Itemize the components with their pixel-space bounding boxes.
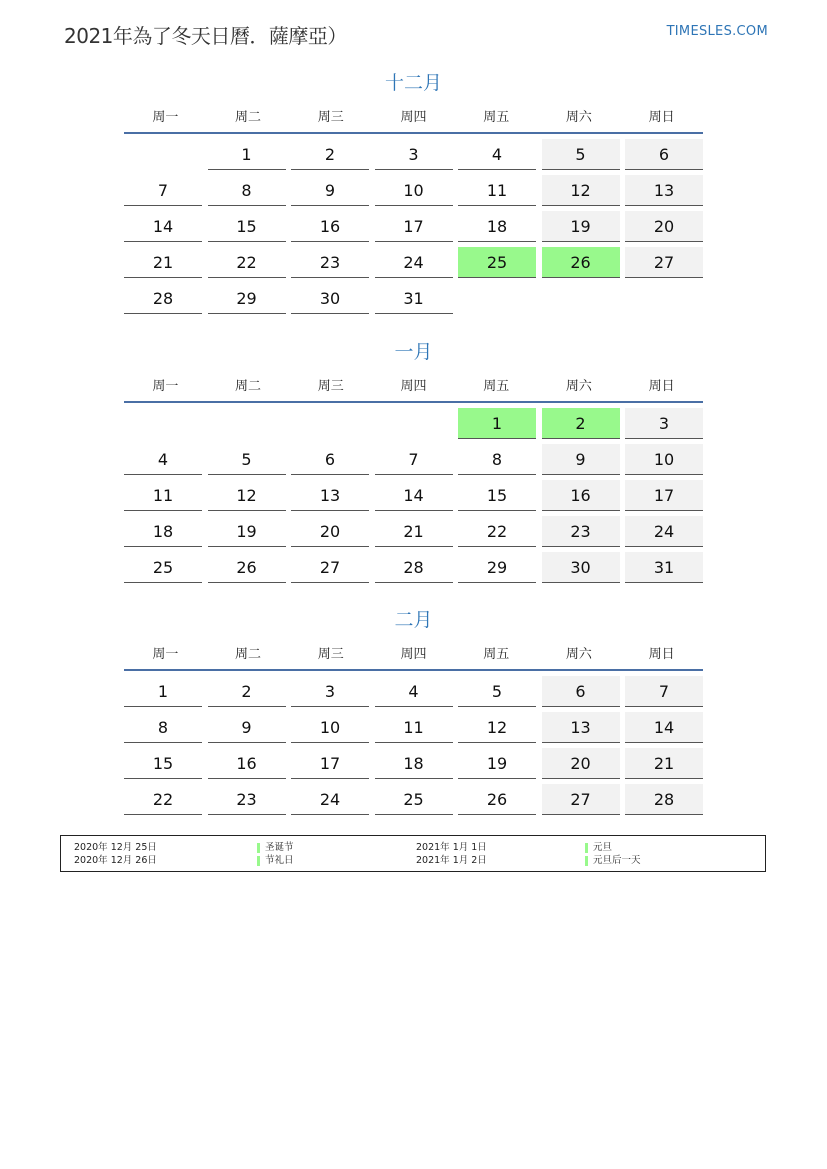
weekday-label: 周四 — [400, 646, 427, 662]
day-cell[interactable]: 26 — [458, 784, 536, 815]
weekday-label: 周六 — [565, 378, 592, 394]
day-cell[interactable]: 22 — [208, 247, 286, 278]
day-cell[interactable]: 12 — [458, 712, 536, 743]
day-cell[interactable]: 10 — [375, 175, 453, 206]
day-cell[interactable]: 28 — [375, 552, 453, 583]
legend-date: 2021年 1月 2日 — [416, 855, 487, 866]
day-cell[interactable]: 25 — [375, 784, 453, 815]
holiday-legend — [60, 835, 766, 872]
day-cell[interactable]: 30 — [542, 552, 620, 583]
weekday-label: 周二 — [235, 109, 262, 125]
empty-day-cell — [291, 408, 369, 439]
day-cell[interactable]: 12 — [208, 480, 286, 511]
month-january — [124, 337, 703, 588]
day-cell[interactable]: 2 — [291, 139, 369, 170]
empty-day-cell — [124, 139, 202, 170]
day-cell[interactable]: 29 — [208, 283, 286, 314]
day-cell[interactable]: 10 — [291, 712, 369, 743]
weekday-label: 周五 — [483, 109, 510, 125]
day-cell[interactable]: 25 — [458, 247, 536, 278]
day-cell[interactable]: 6 — [625, 139, 703, 170]
weekday-header — [124, 98, 703, 134]
day-cell[interactable]: 1 — [208, 139, 286, 170]
day-cell[interactable]: 4 — [458, 139, 536, 170]
day-grid — [124, 676, 703, 820]
day-cell[interactable]: 18 — [458, 211, 536, 242]
weekday-label: 周日 — [648, 646, 675, 662]
legend-holiday-label: 节礼日 — [265, 855, 294, 866]
weekday-header — [124, 367, 703, 403]
day-cell[interactable]: 11 — [458, 175, 536, 206]
day-cell[interactable]: 2 — [542, 408, 620, 439]
day-cell[interactable]: 15 — [124, 748, 202, 779]
day-cell[interactable]: 4 — [375, 676, 453, 707]
weekday-label: 周五 — [483, 378, 510, 394]
day-cell[interactable]: 3 — [291, 676, 369, 707]
empty-day-cell — [208, 408, 286, 439]
day-cell[interactable]: 17 — [291, 748, 369, 779]
weekday-label: 周三 — [317, 378, 344, 394]
legend-holiday-name — [257, 842, 294, 854]
brand-link[interactable]: TIMESLES.COM — [666, 24, 768, 39]
empty-day-cell — [124, 408, 202, 439]
day-cell[interactable]: 24 — [375, 247, 453, 278]
day-cell[interactable]: 26 — [542, 247, 620, 278]
day-cell[interactable]: 26 — [208, 552, 286, 583]
day-grid — [124, 408, 703, 588]
day-cell[interactable]: 15 — [458, 480, 536, 511]
day-cell[interactable]: 23 — [542, 516, 620, 547]
day-cell[interactable]: 31 — [625, 552, 703, 583]
weekday-label: 周五 — [483, 646, 510, 662]
weekday-label: 周一 — [152, 109, 179, 125]
day-cell[interactable]: 27 — [542, 784, 620, 815]
month-title: 十二月 — [384, 72, 442, 94]
day-cell[interactable]: 27 — [625, 247, 703, 278]
day-cell[interactable]: 7 — [124, 175, 202, 206]
day-grid — [124, 139, 703, 319]
day-cell[interactable]: 20 — [291, 516, 369, 547]
day-cell[interactable]: 20 — [625, 211, 703, 242]
day-cell[interactable]: 13 — [291, 480, 369, 511]
day-cell[interactable]: 8 — [208, 175, 286, 206]
legend-holiday-label: 元旦后一天 — [593, 855, 641, 866]
legend-date: 2020年 12月 25日 — [74, 842, 157, 853]
day-cell[interactable]: 17 — [625, 480, 703, 511]
day-cell[interactable]: 21 — [375, 516, 453, 547]
legend-holiday-name — [257, 855, 294, 867]
day-cell[interactable]: 12 — [542, 175, 620, 206]
day-cell[interactable]: 16 — [291, 211, 369, 242]
day-cell[interactable]: 14 — [375, 480, 453, 511]
day-cell[interactable]: 31 — [375, 283, 453, 314]
empty-day-cell — [375, 408, 453, 439]
day-cell[interactable]: 22 — [124, 784, 202, 815]
legend-holiday-label: 元旦 — [593, 842, 613, 853]
day-cell[interactable]: 27 — [291, 552, 369, 583]
weekday-label: 周四 — [400, 109, 427, 125]
day-cell[interactable]: 11 — [375, 712, 453, 743]
weekday-label: 周三 — [317, 109, 344, 125]
day-cell[interactable]: 19 — [458, 748, 536, 779]
page-title: 2021年為了冬天日曆．薩摩亞） — [64, 24, 347, 48]
day-cell[interactable]: 20 — [542, 748, 620, 779]
day-cell[interactable]: 19 — [208, 516, 286, 547]
weekday-label: 周日 — [648, 109, 675, 125]
day-cell[interactable]: 1 — [124, 676, 202, 707]
legend-holiday-name — [585, 855, 641, 867]
day-cell[interactable]: 18 — [124, 516, 202, 547]
month-february — [124, 605, 703, 820]
weekday-label: 周二 — [235, 378, 262, 394]
holiday-color-marker — [257, 843, 260, 853]
day-cell[interactable]: 16 — [208, 748, 286, 779]
day-cell[interactable]: 6 — [542, 676, 620, 707]
day-cell[interactable]: 10 — [625, 444, 703, 475]
day-cell[interactable]: 7 — [375, 444, 453, 475]
day-cell[interactable]: 23 — [208, 784, 286, 815]
day-cell[interactable]: 4 — [124, 444, 202, 475]
legend-date: 2021年 1月 1日 — [416, 842, 487, 853]
day-cell[interactable]: 9 — [291, 175, 369, 206]
day-cell[interactable]: 15 — [208, 211, 286, 242]
day-cell[interactable]: 7 — [625, 676, 703, 707]
month-title: 二月 — [394, 609, 433, 631]
day-cell[interactable]: 22 — [458, 516, 536, 547]
weekday-label: 周三 — [317, 646, 344, 662]
legend-holiday-name — [585, 842, 612, 854]
day-cell[interactable]: 5 — [208, 444, 286, 475]
day-cell[interactable]: 2 — [208, 676, 286, 707]
weekday-label: 周一 — [152, 646, 179, 662]
day-cell[interactable]: 18 — [375, 748, 453, 779]
day-cell[interactable]: 14 — [124, 211, 202, 242]
day-cell[interactable]: 21 — [625, 748, 703, 779]
day-cell[interactable]: 8 — [458, 444, 536, 475]
day-cell[interactable]: 23 — [291, 247, 369, 278]
day-cell[interactable]: 25 — [124, 552, 202, 583]
legend-holiday-label: 圣诞节 — [265, 842, 294, 853]
day-cell[interactable]: 13 — [542, 712, 620, 743]
weekday-label: 周日 — [648, 378, 675, 394]
weekday-label: 周四 — [400, 378, 427, 394]
day-cell[interactable]: 3 — [375, 139, 453, 170]
day-cell[interactable]: 8 — [124, 712, 202, 743]
month-title: 一月 — [394, 341, 433, 363]
holiday-color-marker — [257, 856, 260, 866]
day-cell[interactable]: 6 — [291, 444, 369, 475]
day-cell[interactable]: 9 — [542, 444, 620, 475]
month-december — [124, 68, 703, 319]
weekday-label: 周六 — [565, 109, 592, 125]
holiday-color-marker — [585, 843, 588, 853]
day-cell[interactable]: 28 — [625, 784, 703, 815]
day-cell[interactable]: 19 — [542, 211, 620, 242]
day-cell[interactable]: 16 — [542, 480, 620, 511]
day-cell[interactable]: 29 — [458, 552, 536, 583]
weekday-label: 周六 — [565, 646, 592, 662]
day-cell[interactable]: 5 — [542, 139, 620, 170]
day-cell[interactable]: 28 — [124, 283, 202, 314]
day-cell[interactable]: 14 — [625, 712, 703, 743]
day-cell[interactable]: 24 — [291, 784, 369, 815]
weekday-label: 周一 — [152, 378, 179, 394]
day-cell[interactable]: 24 — [625, 516, 703, 547]
day-cell[interactable]: 5 — [458, 676, 536, 707]
day-cell[interactable]: 3 — [625, 408, 703, 439]
legend-date: 2020年 12月 26日 — [74, 855, 157, 866]
day-cell[interactable]: 21 — [124, 247, 202, 278]
day-cell[interactable]: 1 — [458, 408, 536, 439]
day-cell[interactable]: 30 — [291, 283, 369, 314]
day-cell[interactable]: 11 — [124, 480, 202, 511]
day-cell[interactable]: 17 — [375, 211, 453, 242]
holiday-color-marker — [585, 856, 588, 866]
weekday-label: 周二 — [235, 646, 262, 662]
day-cell[interactable]: 13 — [625, 175, 703, 206]
weekday-header — [124, 635, 703, 671]
day-cell[interactable]: 9 — [208, 712, 286, 743]
